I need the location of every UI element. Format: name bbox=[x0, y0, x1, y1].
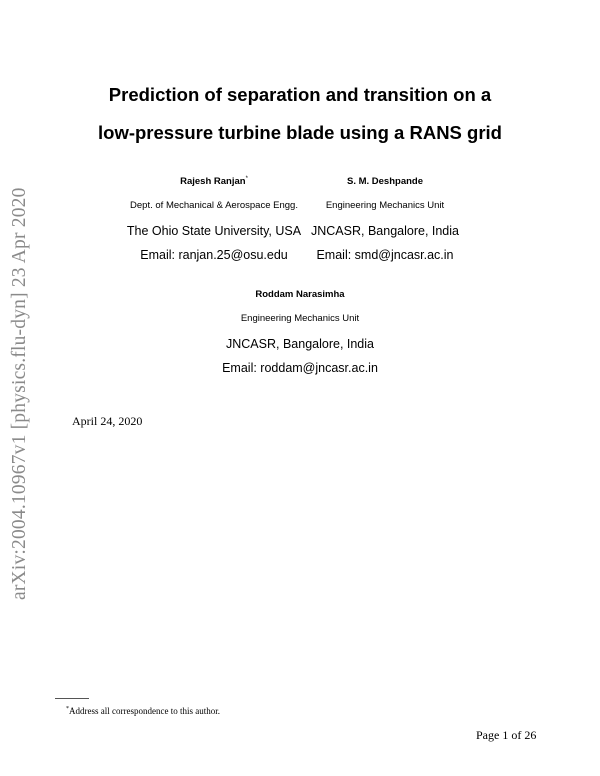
author-block-3 bbox=[0, 289, 600, 385]
paper-date: April 24, 2020 bbox=[72, 414, 143, 428]
author-department: Engineering Mechanics Unit bbox=[325, 200, 445, 211]
author-name: Rajesh Ranjan* bbox=[180, 176, 248, 188]
footnote bbox=[66, 706, 220, 716]
author-email: Email: roddam@jncasr.ac.in bbox=[222, 361, 378, 375]
author-name: Roddam Narasimha bbox=[255, 289, 345, 300]
author-department: Dept. of Mechanical & Aerospace Engg. bbox=[130, 200, 298, 211]
author-institution: JNCASR, Bangalore, India bbox=[311, 224, 459, 238]
author-email: Email: smd@jncasr.ac.in bbox=[316, 248, 454, 262]
title-line-1: Prediction of separation and transition on a bbox=[108, 84, 492, 105]
author-footnote-marker: * bbox=[245, 176, 248, 182]
author-name: S. M. Deshpande bbox=[346, 176, 423, 187]
arxiv-stamp: arXiv:2004.10967v1 [physics.flu-dyn] 23 Apr 2020 bbox=[9, 187, 30, 600]
title-line-2: low-pressure turbine blade using a RANS grid bbox=[98, 122, 502, 143]
author-institution: JNCASR, Bangalore, India bbox=[226, 337, 374, 351]
author-email: Email: ranjan.25@osu.edu bbox=[140, 248, 288, 262]
author-department: Engineering Mechanics Unit bbox=[240, 313, 360, 324]
footnote-marker: * bbox=[66, 706, 69, 712]
footnote-text: Address all correspondence to this author. bbox=[69, 706, 220, 716]
footnote-divider bbox=[55, 698, 89, 699]
paper-title bbox=[0, 76, 600, 152]
page-number: Page 1 of 26 bbox=[476, 728, 537, 742]
author-institution: The Ohio State University, USA bbox=[126, 224, 302, 238]
author-block-2 bbox=[255, 176, 515, 272]
